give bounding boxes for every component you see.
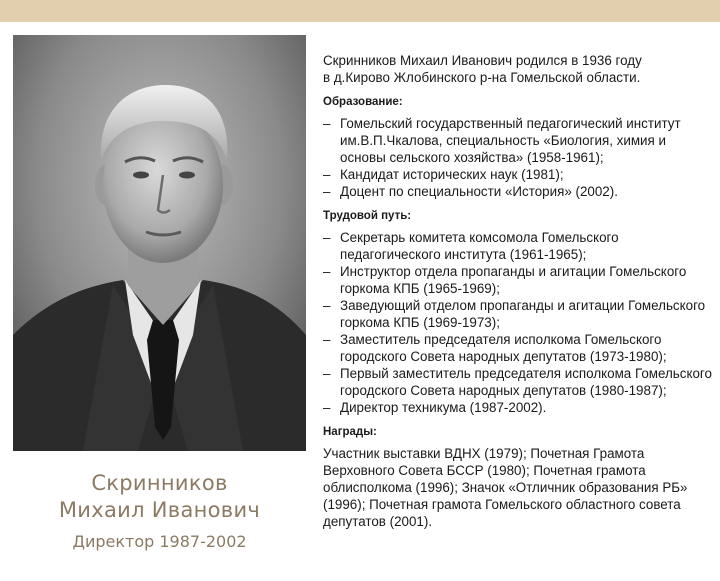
list-item: – Кандидат исторических наук (1981); <box>323 166 715 183</box>
bio-intro-line1: Скринников Михаил Иванович родился в 1936 году <box>323 53 642 68</box>
list-item: – Инструктор отдела пропаганды и агитации Гомельского горкома КПБ (1965-1969); <box>323 263 715 297</box>
list-item: – Гомельский государственный педагогический институт им.В.П.Чкалова, специальность «Биология, химия и основы сельского хозяйства» (1958-1961); <box>323 115 715 166</box>
career-title: Трудовой путь: <box>323 210 412 222</box>
list-item: – Заместитель председателя исполкома Гомельского городского Совета народных депутатов (1973-1980); <box>323 331 715 365</box>
career-list <box>323 229 715 416</box>
portrait-photo <box>13 35 306 451</box>
person-role: Директор 1987-2002 <box>72 532 247 551</box>
list-item: – Секретарь комитета комсомола Гомельского педагогического института (1961-1965); <box>323 229 715 263</box>
bio-intro <box>323 52 715 86</box>
person-surname: Скринников <box>91 471 228 495</box>
awards-title: Награды: <box>323 426 377 438</box>
portrait-illustration <box>13 35 306 451</box>
list-item: – Заведующий отделом пропаганды и агитации Гомельского горкома КПБ (1969-1973); <box>323 297 715 331</box>
list-item: – Доцент по специальности «История» (2002). <box>323 183 715 200</box>
person-given-names: Михаил Иванович <box>58 498 261 522</box>
education-list <box>323 115 715 200</box>
name-block <box>13 470 306 552</box>
biography <box>323 52 715 530</box>
awards-text: Участник выставки ВДНХ (1979); Почетная Грамота Верховного Совета БССР (1980); Почетная грамота облисполкома (1996); Значок «Отличник образования РБ» (1996); Почетная грамота Гомельского областного совета депутатов (2001). <box>323 446 688 529</box>
list-item: – Первый заместитель председателя исполкома Гомельского городского Совета народных депутатов (1980-1987); <box>323 365 715 399</box>
top-decorative-band <box>0 0 720 22</box>
bio-intro-line2: в д.Кирово Жлобинского р-на Гомельской области. <box>323 70 641 85</box>
education-title: Образование: <box>323 96 403 108</box>
list-item: – Директор техникума (1987-2002). <box>323 399 715 416</box>
